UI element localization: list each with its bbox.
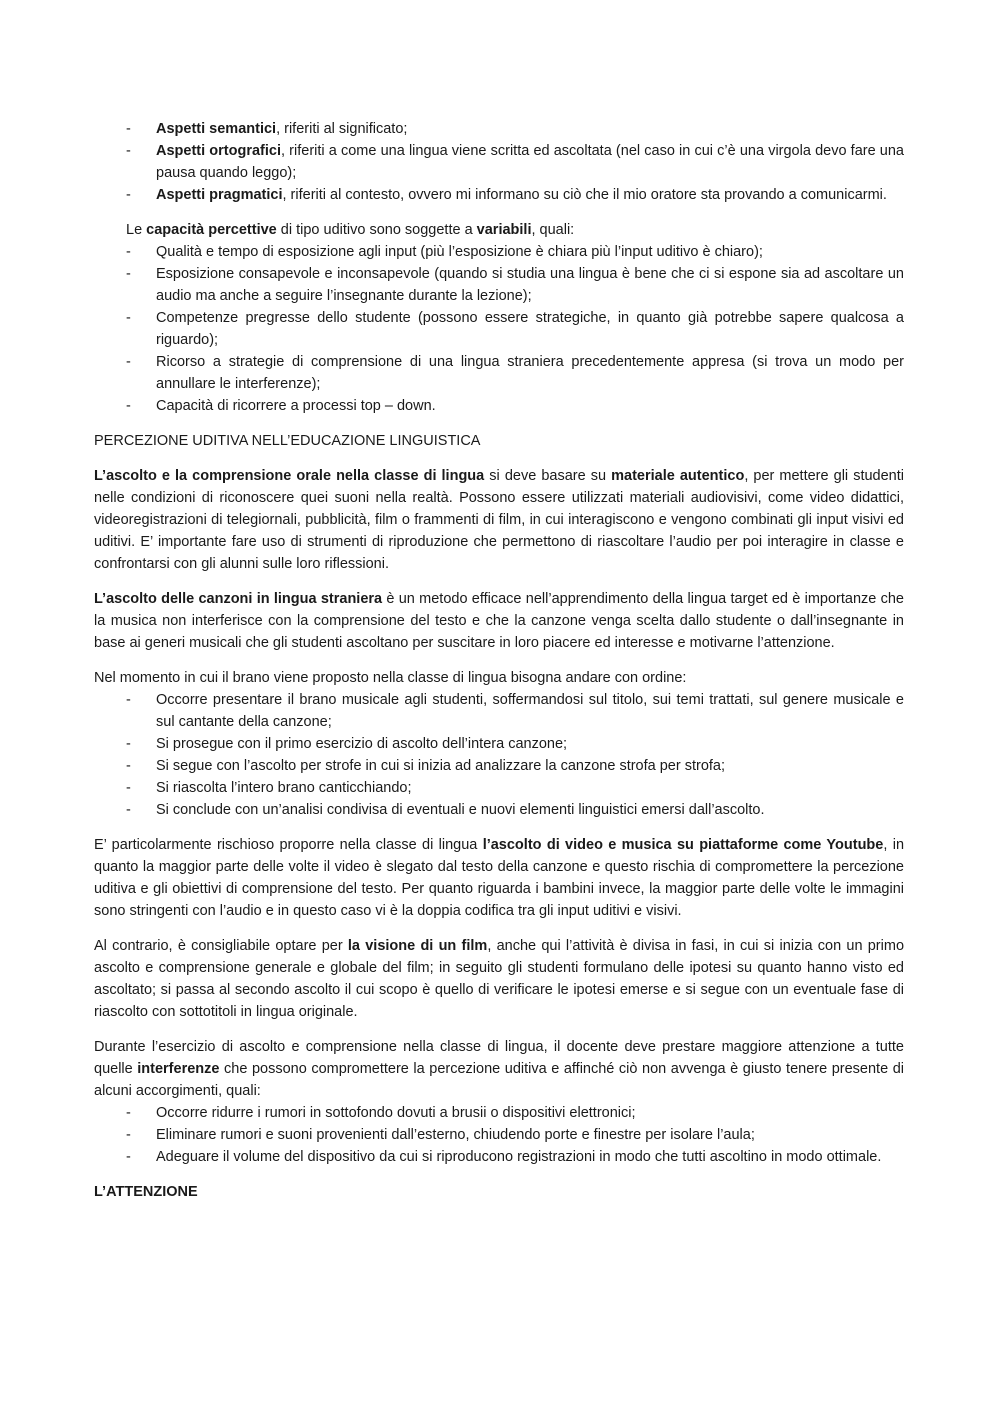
list-item: - Si segue con l’ascolto per strofe in cui si inizia ad analizzare la canzone strofa per strofa; — [156, 755, 904, 777]
paragraph-ascolto: L’ascolto e la comprensione orale nella classe di lingua si deve basare su materiale autentico, per mettere gli studenti nelle condizioni di riconoscere quei suoni nella realtà. Possono essere utilizzati materiali audiovisivi, come video didattici, videoregistrazioni di telegiornali, pubblicità, film o frammenti di film, in cui interagiscono e vengono combinati gli input visivi ed uditivi. E’ importante fare uso di strumenti di riproduzione che permettono di riascoltare l’audio per poi interagire in classe e confrontarsi con gli alunni sulle loro riflessioni. — [94, 468, 904, 572]
list-item: - Esposizione consapevole e inconsapevole (quando si studia una lingua è bene che ci si espone sia ad ascoltare un audio ma anche a seguire l’insegnante durante la lezione); — [156, 263, 904, 307]
song-steps-list — [94, 689, 904, 821]
list-item: - Aspetti semantici, riferiti al significato; — [156, 118, 904, 140]
document-page — [94, 118, 904, 1203]
list-item: - Occorre ridurre i rumori in sottofondo dovuti a brusii o dispositivi elettronici; — [156, 1102, 904, 1124]
paragraph-canzoni: L’ascolto delle canzoni in lingua straniera è un metodo efficace nell’apprendimento della lingua target ed è importanze che la musica non interferisce con la comprensione del testo e che la canzone venga scelta dallo studente o dall’insegnante in base ai generi musicali che gli studenti ascoltano per suscitare in loro piacere ed interesse e motivarne l’attenzione. — [94, 591, 904, 651]
list-item: - Aspetti ortografici, riferiti a come una lingua viene scritta ed ascoltata (nel caso in cui c’è una virgola devo fare una pausa quando leggo); — [156, 140, 904, 184]
paragraph-capacita: Le capacità percettive di tipo uditivo sono soggette a variabili, quali: — [126, 222, 575, 238]
variables-list — [94, 241, 904, 417]
section-heading-attenzione: L’ATTENZIONE — [94, 1184, 198, 1200]
list-item: - Adeguare il volume del dispositivo da cui si riproducono registrazioni in modo che tutti ascoltino in modo ottimale. — [156, 1146, 904, 1168]
list-item: - Competenze pregresse dello studente (possono essere strategiche, in quanto già potrebbe sapere qualcosa a riguardo); — [156, 307, 904, 351]
paragraph-momento: Nel momento in cui il brano viene proposto nella classe di lingua bisogna andare con ordine: — [94, 670, 687, 686]
interference-list — [94, 1102, 904, 1168]
list-item: - Capacità di ricorrere a processi top – down. — [156, 395, 904, 417]
list-item: - Ricorso a strategie di comprensione di una lingua straniera precedentemente appresa (si trova un modo per annullare le interferenze); — [156, 351, 904, 395]
list-item: - Aspetti pragmatici, riferiti al contesto, ovvero mi informano su ciò che il mio oratore sta provando a comunicarmi. — [156, 184, 904, 206]
list-item: - Si riascolta l’intero brano canticchiando; — [156, 777, 904, 799]
paragraph-film: Al contrario, è consigliabile optare per la visione di un film, anche qui l’attività è divisa in fasi, in cui si inizia con un primo ascolto e comprensione generale e globale del film; in seguito gli studenti formulano delle ipotesi su quanto hanno visto ed ascoltato; si passa al secondo ascolto il cui scopo è quello di verificare le ipotesi emerse e si segue con un eventuale fase di riascolto con sottotitoli in lingua originale. — [94, 938, 905, 1020]
list-item: - Si conclude con un’analisi condivisa di eventuali e nuovi elementi linguistici emersi dall’ascolto. — [156, 799, 904, 821]
list-item: - Qualità e tempo di esposizione agli input (più l’esposizione è chiara più l’input uditivo è chiaro); — [156, 241, 904, 263]
section-heading: PERCEZIONE UDITIVA NELL’EDUCAZIONE LINGUISTICA — [94, 433, 481, 449]
list-item: - Si prosegue con il primo esercizio di ascolto dell’intera canzone; — [156, 733, 904, 755]
paragraph-youtube: E’ particolarmente rischioso proporre nella classe di lingua l’ascolto di video e musica su piattaforme come Youtube, in quanto la maggior parte delle volte il video è slegato dal testo della canzone e questo rischia di compromettere la percezione uditiva e gli obiettivi di comprensione del testo. Per quanto riguarda i bambini invece, la maggior parte delle volte le immagini sono stringenti con l’audio e in questo caso vi è la doppia codifica tra gli input uditivi e visivi. — [94, 837, 905, 919]
aspects-list — [94, 118, 904, 206]
paragraph-durante: Durante l’esercizio di ascolto e comprensione nella classe di lingua, il docente deve prestare maggiore attenzione a tutte quelle interferenze che possono compromettere la percezione uditiva e affinché ciò non avvenga è giusto tenere presente di alcuni accorgimenti, quali: — [94, 1039, 904, 1099]
list-item: - Eliminare rumori e suoni provenienti dall’esterno, chiudendo porte e finestre per isolare l’aula; — [156, 1124, 904, 1146]
list-item: - Occorre presentare il brano musicale agli studenti, soffermandosi sul titolo, sui temi trattati, sul genere musicale e sul cantante della canzone; — [156, 689, 904, 733]
